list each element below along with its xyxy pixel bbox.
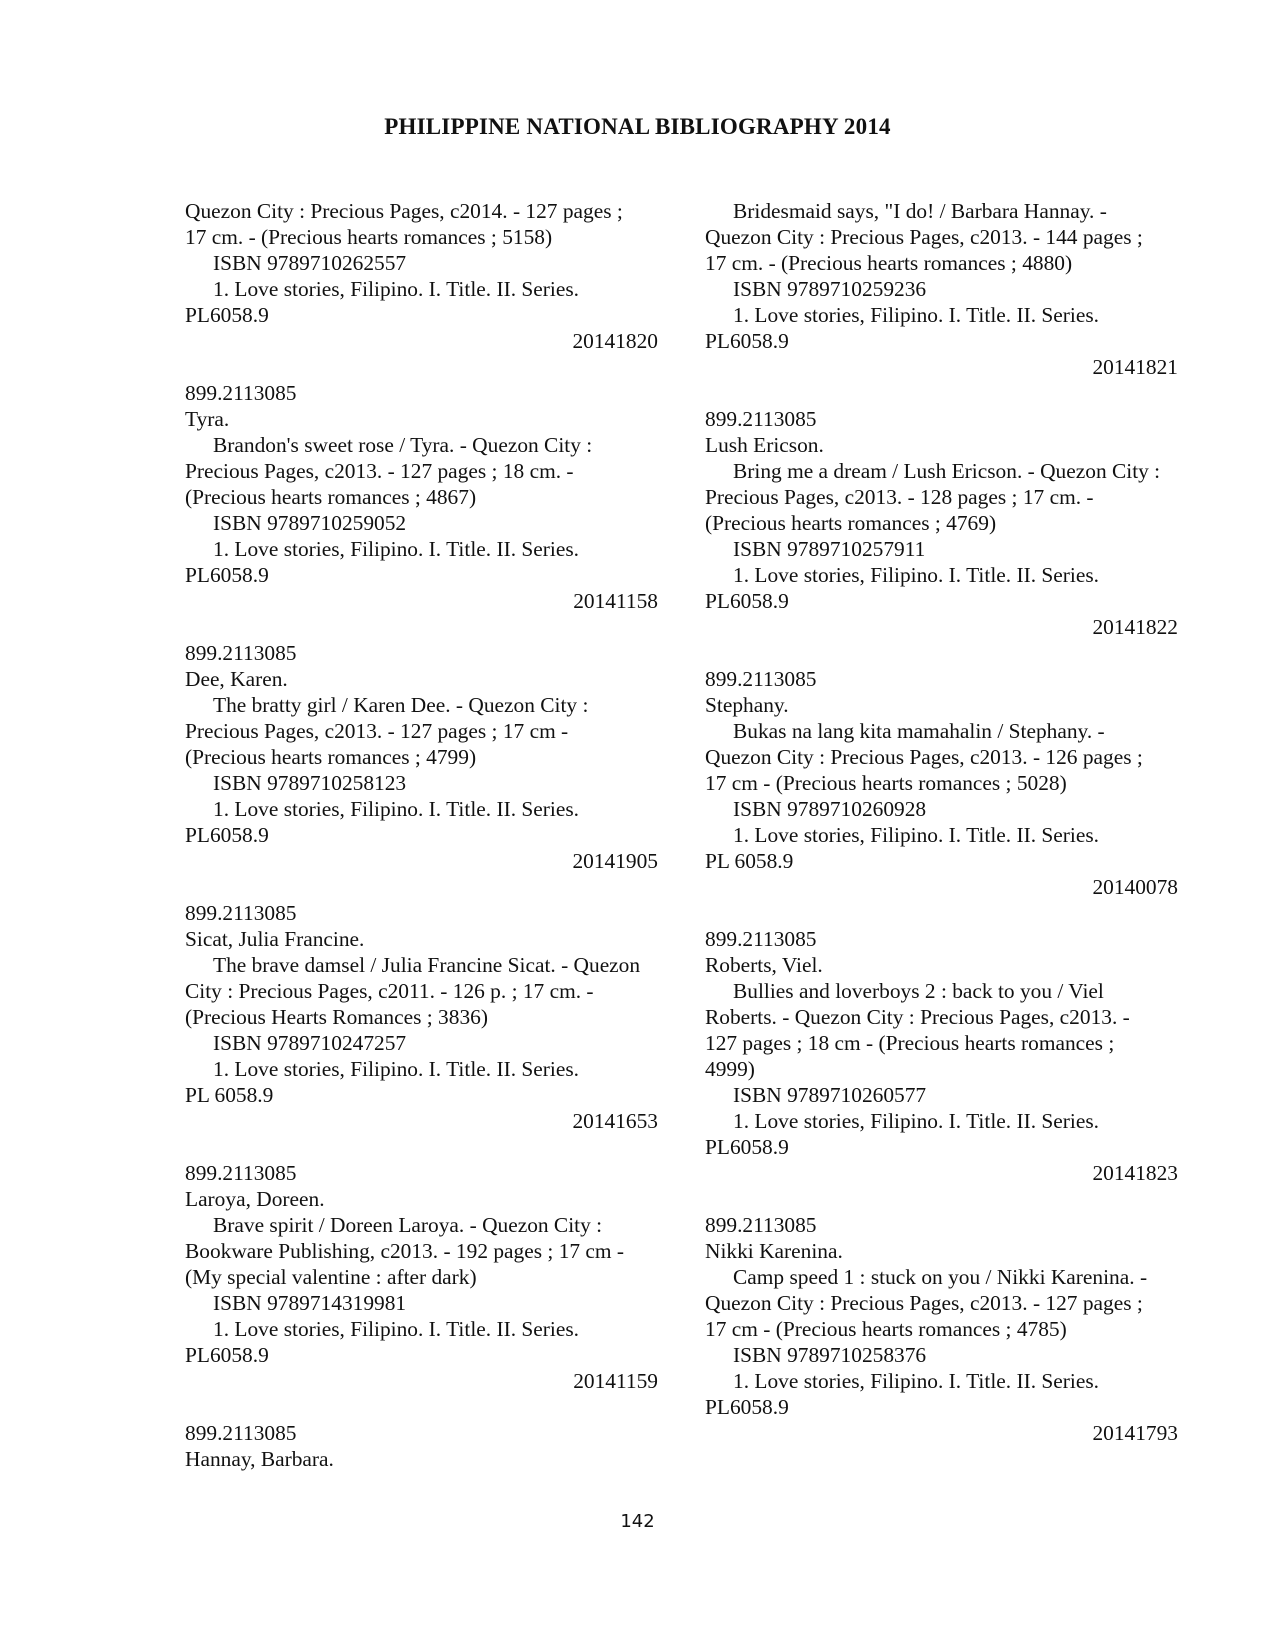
title-statement: Brandon's sweet rose / Tyra. - Quezon City : bbox=[213, 433, 593, 457]
record-id: 20140078 bbox=[1092, 875, 1178, 899]
call-number: PL6058.9 bbox=[705, 329, 789, 353]
record-id: 20141821 bbox=[1092, 355, 1178, 379]
class-number: 899.2113085 bbox=[705, 407, 817, 431]
call-number: PL6058.9 bbox=[185, 303, 269, 327]
record-id: 20141793 bbox=[1092, 1421, 1178, 1445]
bibliographic-entry bbox=[705, 926, 1178, 1186]
subject-headings: 1. Love stories, Filipino. I. Title. II. Series. bbox=[733, 563, 1100, 587]
title-statement: Bullies and loverboys 2 : back to you / Viel bbox=[733, 979, 1104, 1003]
call-number: PL6058.9 bbox=[705, 1395, 789, 1419]
class-number: 899.2113085 bbox=[705, 667, 817, 691]
subject-headings: 1. Love stories, Filipino. I. Title. II. Series. bbox=[213, 1057, 580, 1081]
call-number: PL6058.9 bbox=[705, 589, 789, 613]
record-id: 20141822 bbox=[1092, 615, 1178, 639]
call-number: PL6058.9 bbox=[185, 563, 269, 587]
publication-line: (My special valentine : after dark) bbox=[185, 1265, 477, 1289]
bibliographic-entry bbox=[705, 666, 1178, 900]
bibliographic-entry bbox=[185, 900, 658, 1134]
call-number: PL 6058.9 bbox=[705, 849, 794, 873]
page-number: 142 bbox=[620, 1511, 655, 1532]
publication-line: Quezon City : Precious Pages, c2014. - 127 pages ; bbox=[185, 199, 623, 223]
isbn: ISBN 9789710257911 bbox=[733, 537, 926, 561]
title-statement: Bukas na lang kita mamahalin / Stephany. - bbox=[733, 719, 1105, 743]
publication-line: Roberts. - Quezon City : Precious Pages, c2013. - bbox=[705, 1005, 1130, 1029]
publication-line: (Precious hearts romances ; 4867) bbox=[185, 485, 477, 509]
class-number: 899.2113085 bbox=[185, 641, 297, 665]
isbn: ISBN 9789710262557 bbox=[213, 251, 407, 275]
publication-line: 127 pages ; 18 cm - (Precious hearts romances ; bbox=[705, 1031, 1115, 1055]
isbn: ISBN 9789714319981 bbox=[213, 1291, 407, 1315]
page-title: PHILIPPINE NATIONAL BIBLIOGRAPHY 2014 bbox=[384, 114, 891, 139]
bibliographic-entry bbox=[705, 1212, 1178, 1446]
title-statement: Bridesmaid says, "I do! / Barbara Hannay. - bbox=[733, 199, 1107, 223]
publication-line: Quezon City : Precious Pages, c2013. - 144 pages ; bbox=[705, 225, 1143, 249]
title-statement: The brave damsel / Julia Francine Sicat. - Quezon bbox=[213, 953, 641, 977]
call-number: PL6058.9 bbox=[185, 1343, 269, 1367]
title-statement: Camp speed 1 : stuck on you / Nikki Karenina. - bbox=[733, 1265, 1148, 1289]
isbn: ISBN 9789710258376 bbox=[733, 1343, 927, 1367]
publication-line: Precious Pages, c2013. - 128 pages ; 17 cm. - bbox=[705, 485, 1094, 509]
isbn: ISBN 9789710260577 bbox=[733, 1083, 927, 1107]
class-number: 899.2113085 bbox=[705, 927, 817, 951]
subject-headings: 1. Love stories, Filipino. I. Title. II. Series. bbox=[213, 537, 580, 561]
title-statement: The bratty girl / Karen Dee. - Quezon City : bbox=[213, 693, 589, 717]
publication-line: (Precious Hearts Romances ; 3836) bbox=[185, 1005, 488, 1029]
publication-line: (Precious hearts romances ; 4799) bbox=[185, 745, 477, 769]
record-id: 20141820 bbox=[572, 329, 658, 353]
publication-line: Precious Pages, c2013. - 127 pages ; 18 cm. - bbox=[185, 459, 574, 483]
bibliographic-entry bbox=[705, 406, 1178, 640]
right-column bbox=[705, 198, 1178, 1446]
isbn: ISBN 9789710258123 bbox=[213, 771, 407, 795]
author-heading: Lush Ericson. bbox=[705, 433, 824, 457]
author-heading: Dee, Karen. bbox=[185, 667, 288, 691]
author-heading: Stephany. bbox=[705, 693, 789, 717]
publication-line: Quezon City : Precious Pages, c2013. - 126 pages ; bbox=[705, 745, 1143, 769]
author-heading: Tyra. bbox=[185, 407, 230, 431]
author-heading: Hannay, Barbara. bbox=[185, 1447, 334, 1471]
publication-line: 17 cm. - (Precious hearts romances ; 5158) bbox=[185, 225, 553, 249]
publication-line: Quezon City : Precious Pages, c2013. - 127 pages ; bbox=[705, 1291, 1143, 1315]
isbn: ISBN 9789710247257 bbox=[213, 1031, 407, 1055]
class-number: 899.2113085 bbox=[705, 1213, 817, 1237]
publication-line: Precious Pages, c2013. - 127 pages ; 17 cm - bbox=[185, 719, 569, 743]
bibliographic-entry bbox=[185, 1420, 658, 1472]
author-heading: Laroya, Doreen. bbox=[185, 1187, 325, 1211]
call-number: PL6058.9 bbox=[185, 823, 269, 847]
publication-line: 17 cm. - (Precious hearts romances ; 4880) bbox=[705, 251, 1073, 275]
left-column bbox=[185, 198, 658, 1472]
record-id: 20141823 bbox=[1092, 1161, 1178, 1185]
record-id: 20141653 bbox=[572, 1109, 658, 1133]
call-number: PL6058.9 bbox=[705, 1135, 789, 1159]
class-number: 899.2113085 bbox=[185, 381, 297, 405]
record-id: 20141158 bbox=[573, 589, 658, 613]
isbn: ISBN 9789710259236 bbox=[733, 277, 927, 301]
bibliographic-entry bbox=[185, 198, 658, 354]
publication-line: 4999) bbox=[705, 1057, 755, 1081]
isbn: ISBN 9789710260928 bbox=[733, 797, 927, 821]
subject-headings: 1. Love stories, Filipino. I. Title. II. Series. bbox=[733, 1369, 1100, 1393]
subject-headings: 1. Love stories, Filipino. I. Title. II. Series. bbox=[213, 797, 580, 821]
publication-line: (Precious hearts romances ; 4769) bbox=[705, 511, 997, 535]
subject-headings: 1. Love stories, Filipino. I. Title. II. Series. bbox=[733, 303, 1100, 327]
class-number: 899.2113085 bbox=[185, 901, 297, 925]
author-heading: Nikki Karenina. bbox=[705, 1239, 843, 1263]
isbn: ISBN 9789710259052 bbox=[213, 511, 407, 535]
record-id: 20141159 bbox=[573, 1369, 658, 1393]
publication-line: 17 cm - (Precious hearts romances ; 5028) bbox=[705, 771, 1067, 795]
author-heading: Roberts, Viel. bbox=[705, 953, 823, 977]
bibliographic-entry bbox=[705, 198, 1178, 380]
title-statement: Bring me a dream / Lush Ericson. - Quezon City : bbox=[733, 459, 1161, 483]
publication-line: Bookware Publishing, c2013. - 192 pages ; 17 cm - bbox=[185, 1239, 625, 1263]
bibliographic-entry bbox=[185, 380, 658, 614]
subject-headings: 1. Love stories, Filipino. I. Title. II. Series. bbox=[733, 1109, 1100, 1133]
record-id: 20141905 bbox=[572, 849, 658, 873]
class-number: 899.2113085 bbox=[185, 1161, 297, 1185]
subject-headings: 1. Love stories, Filipino. I. Title. II. Series. bbox=[733, 823, 1100, 847]
subject-headings: 1. Love stories, Filipino. I. Title. II. Series. bbox=[213, 277, 580, 301]
publication-line: City : Precious Pages, c2011. - 126 p. ; 17 cm. - bbox=[185, 979, 594, 1003]
bibliographic-entry bbox=[185, 640, 658, 874]
class-number: 899.2113085 bbox=[185, 1421, 297, 1445]
subject-headings: 1. Love stories, Filipino. I. Title. II. Series. bbox=[213, 1317, 580, 1341]
bibliographic-entry bbox=[185, 1160, 658, 1394]
title-statement: Brave spirit / Doreen Laroya. - Quezon City : bbox=[213, 1213, 603, 1237]
publication-line: 17 cm - (Precious hearts romances ; 4785) bbox=[705, 1317, 1067, 1341]
author-heading: Sicat, Julia Francine. bbox=[185, 927, 365, 951]
call-number: PL 6058.9 bbox=[185, 1083, 274, 1107]
